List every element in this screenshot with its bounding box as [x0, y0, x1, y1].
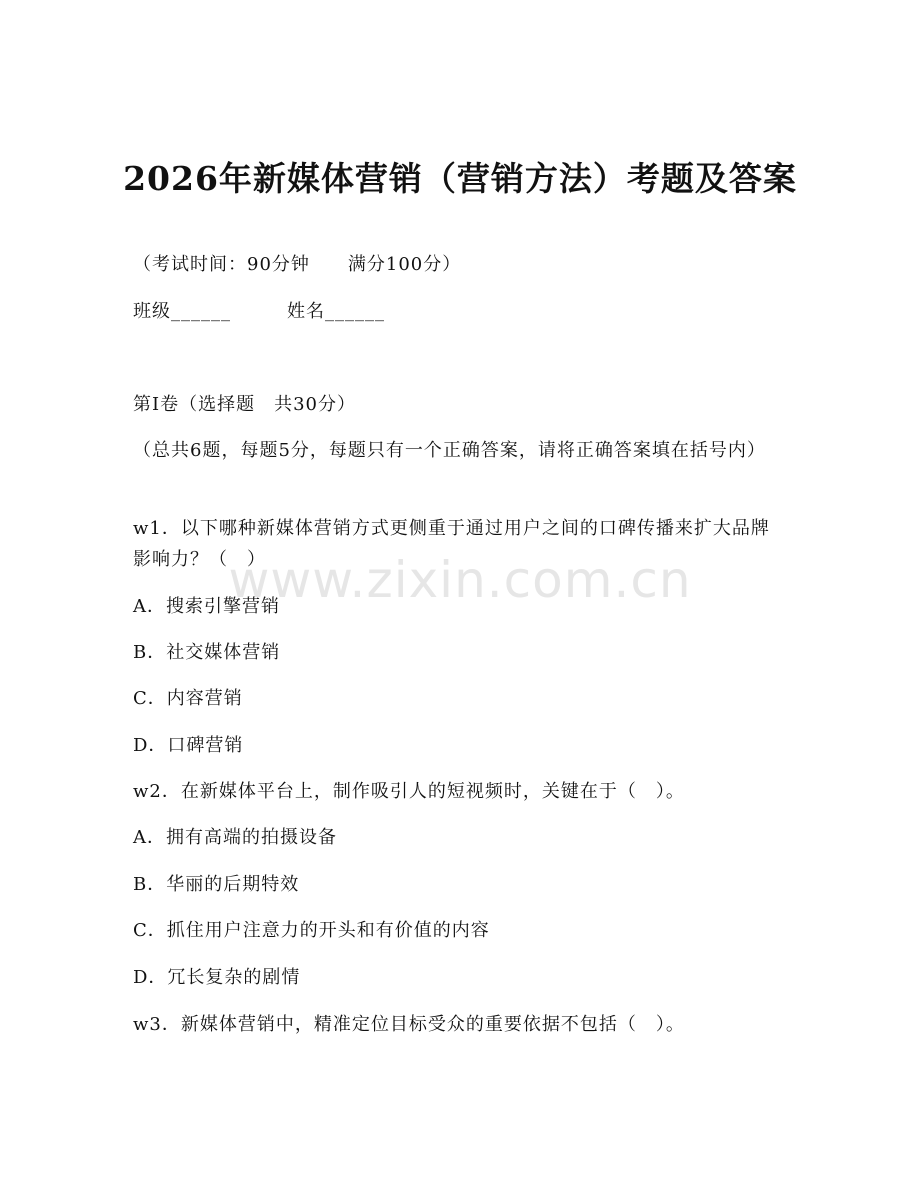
question-1-option-a: A．搜索引擎营销 [133, 596, 280, 617]
section-heading: 第Ⅰ卷（选择题 共30分） [133, 394, 357, 415]
question-2-option-d: D．冗长复杂的剧情 [133, 967, 301, 988]
instructions: （总共6题，每题5分，每题只有一个正确答案，请将正确答案填在括号内） [133, 440, 766, 461]
question-2-stem: w2．在新媒体平台上，制作吸引人的短视频时，关键在于（ ）。 [133, 781, 685, 802]
question-2-option-c: C．抓住用户注意力的开头和有价值的内容 [133, 920, 490, 941]
watermark: www.zixin.com.cn [228, 551, 692, 609]
question-1-stem: w1．以下哪种新媒体营销方式更侧重于通过用户之间的口碑传播来扩大品牌影响力？（ ） [133, 518, 770, 570]
exam-info: （考试时间：90分钟 满分100分） [133, 254, 462, 275]
question-1-option-b: B．社交媒体营销 [133, 642, 281, 663]
question-1-option-c: C．内容营销 [133, 688, 243, 709]
class-field: 班级______ [133, 301, 231, 322]
question-1-option-d: D．口碑营销 [133, 735, 244, 756]
question-3-stem: w3．新媒体营销中，精准定位目标受众的重要依据不包括（ ）。 [133, 1014, 685, 1035]
name-field: 姓名______ [287, 301, 385, 322]
document-title: 2026年新媒体营销（营销方法）考题及答案 [123, 159, 797, 198]
question-2-option-b: B．华丽的后期特效 [133, 874, 300, 895]
student-fields [133, 296, 783, 327]
question-2-option-a: A．拥有高端的拍摄设备 [133, 827, 337, 848]
